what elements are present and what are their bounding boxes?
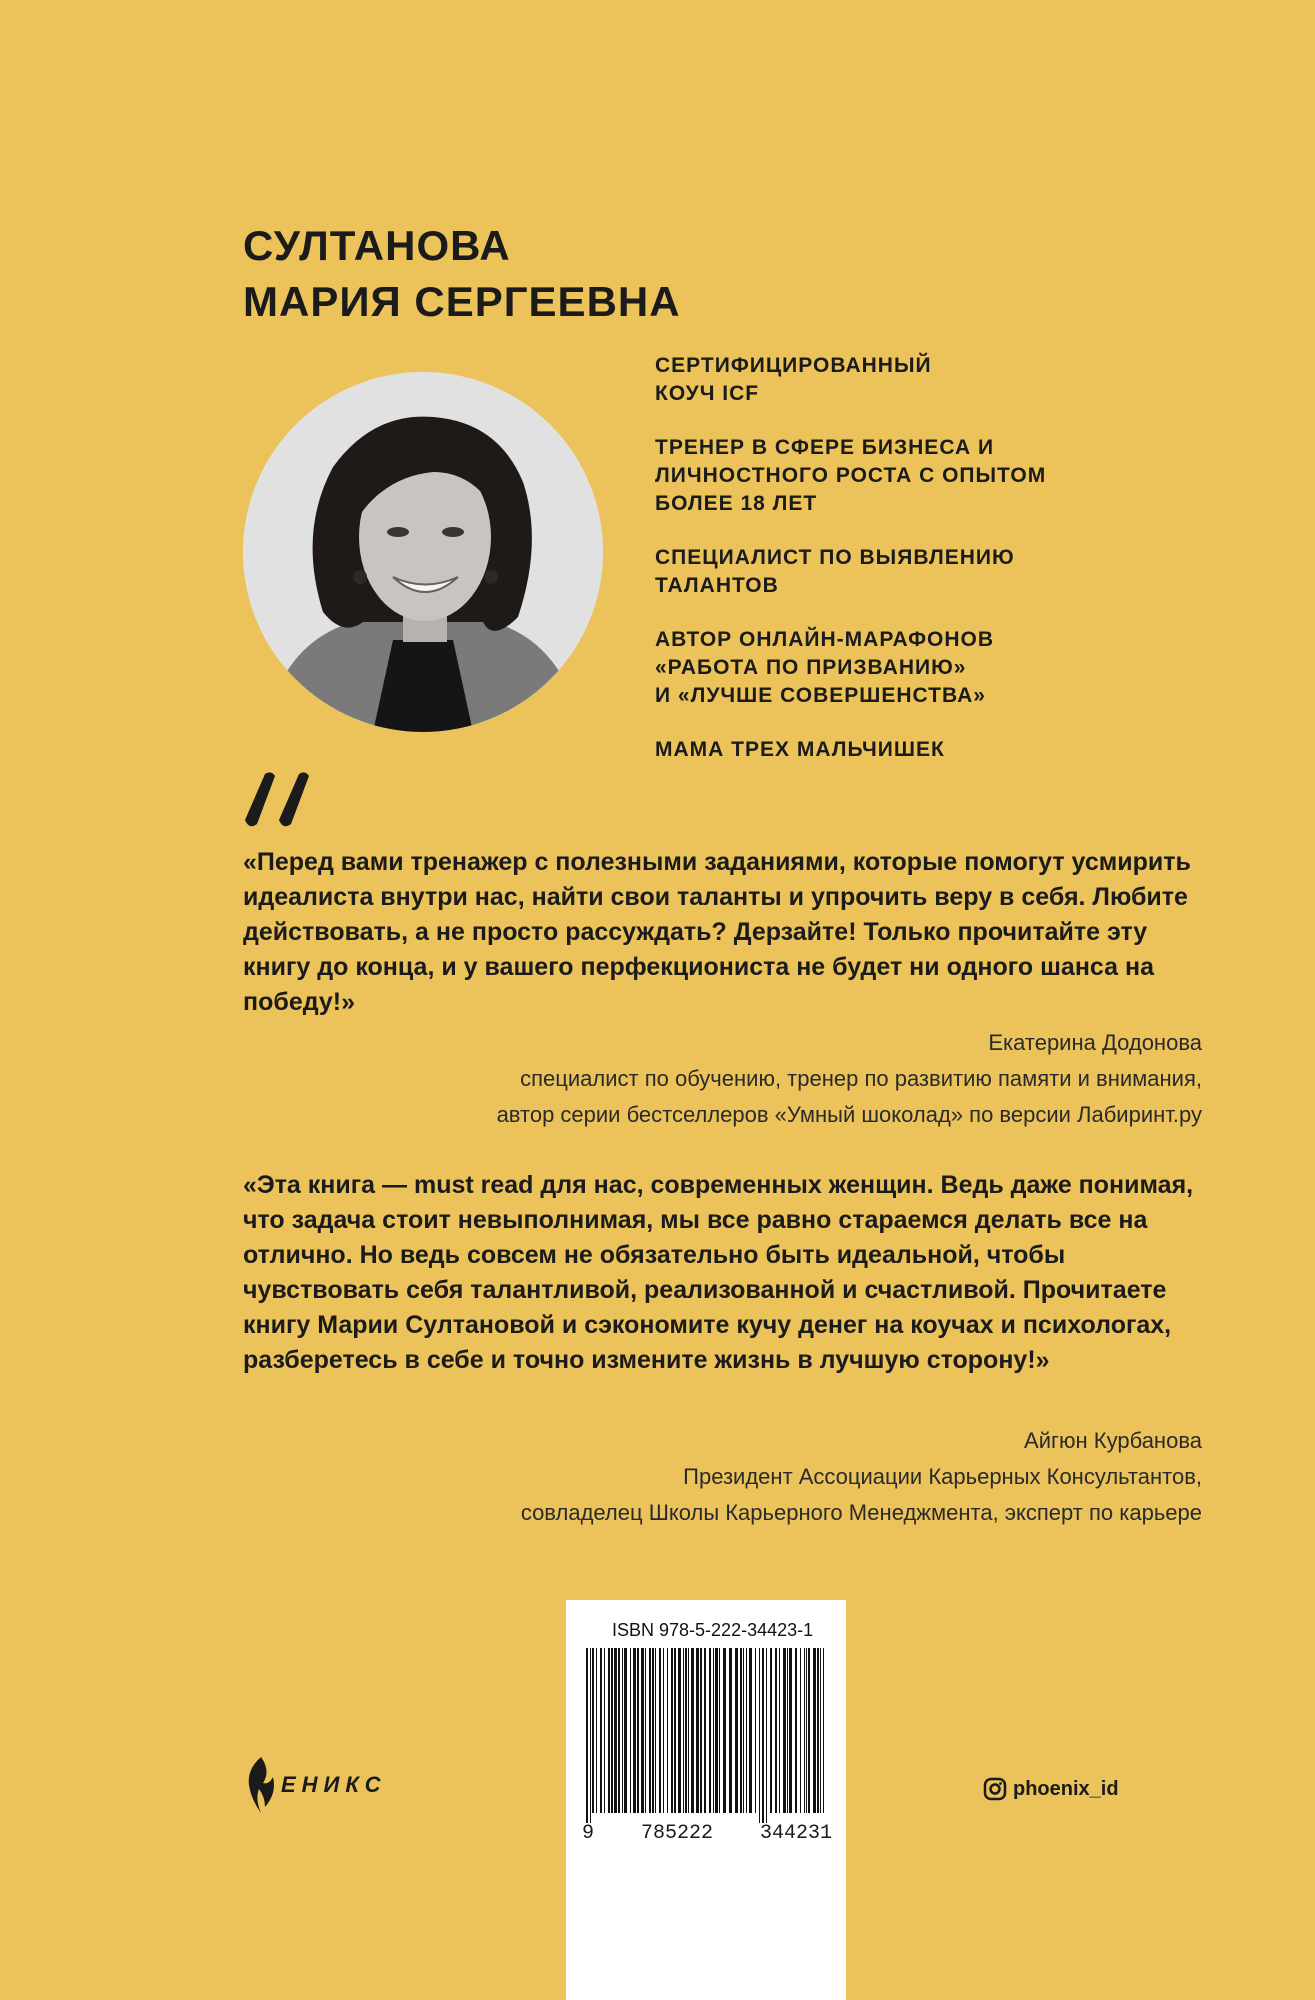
bio-item: ТРЕНЕР В СФЕРЕ БИЗНЕСА И ЛИЧНОСТНОГО РОСТА С ОПЫТОМ БОЛЕЕ 18 ЛЕТ [655,436,1047,515]
quote-mark-icon [243,770,323,830]
barcode-bar [674,1648,676,1813]
author-surname: СУЛТАНОВА [243,222,511,269]
barcode-bar [719,1648,720,1813]
barcode-bar [663,1648,664,1813]
barcode-bar [637,1648,639,1813]
barcode-bar [704,1648,706,1813]
barcode-bar [755,1648,756,1813]
barcode-bar [633,1648,636,1813]
barcode-bar [795,1648,797,1813]
barcode-bar [804,1648,805,1813]
barcode-bar [823,1648,824,1813]
ean-digit-group: 9 [582,1822,595,1845]
barcode-bar [696,1648,699,1813]
barcode-bar [600,1648,602,1813]
barcode-bar [652,1648,654,1813]
publisher-logo [243,1755,387,1815]
barcode-bar [611,1648,613,1813]
barcode-bar [614,1648,617,1813]
barcode-bar [766,1648,767,1823]
barcode-bar [659,1648,661,1813]
reviewer-role: совладелец Школы Карьерного Менеджмента, эксперт по карьере [520,1500,1202,1525]
barcode-bar [779,1648,780,1813]
barcode-bar [688,1648,689,1813]
barcode-bar [618,1648,620,1813]
bio-item: СПЕЦИАЛИСТ ПО ВЫЯВЛЕНИЮ ТАЛАНТОВ [655,546,1015,597]
barcode-bar [678,1648,681,1813]
barcode-bar [683,1648,684,1813]
barcode-bar [649,1648,651,1813]
barcode-bar [729,1648,732,1813]
social-handle-text: phoenix_id [1013,1777,1119,1800]
barcode-bar [709,1648,711,1813]
barcode-bar [800,1648,801,1813]
author-name [243,218,681,330]
barcode-bar [645,1648,646,1813]
barcode-bar [787,1648,788,1813]
reviewer-role: Президент Ассоциации Карьерных Консультантов, [683,1464,1202,1489]
barcode-bar [813,1648,816,1813]
barcode-bar [775,1648,777,1813]
barcode-bar [806,1648,807,1813]
barcode-bar [808,1648,810,1813]
barcode-bar [820,1648,821,1813]
bio-item: СЕРТИФИЦИРОВАННЫЙ КОУЧ ICF [655,354,932,405]
barcode-bar [641,1648,644,1813]
barcode-bar [592,1648,594,1813]
publisher-name: ЕНИКС [281,1772,387,1797]
barcode-bar [746,1648,747,1813]
instagram-icon [983,1777,1007,1801]
barcode-bar [667,1648,668,1813]
author-given-names: МАРИЯ СЕРГЕЕВНА [243,278,681,325]
barcode-bar [630,1648,631,1813]
social-handle [983,1777,1119,1801]
reviewer-role: автор серии бестселлеров «Умный шоколад» по версии Лабиринт.ру [496,1102,1202,1127]
barcode-bar [723,1648,726,1813]
barcode-panel [566,1600,846,2000]
barcode-bar [762,1648,764,1823]
review-attribution [497,1025,1202,1133]
barcode-bar [713,1648,714,1813]
barcode-bar [655,1648,656,1813]
review-quote: «Эта книга — must read для нас, современных женщин. Ведь даже понимая, что задача стоит невыполнимая, мы все равно стараемся делать все на отлично. Но ведь совсем не обязательно быть идеальной, чтобы чувствовать себя талантливой, реализованной и счастливой. Прочитаете книгу Марии Султановой и сэкономите кучу денег на коучах и психологах, разберетесь в себе и точно измените жизнь в лучшую сторону!» [243,1171,1194,1374]
bio-item: АВТОР ОНЛАЙН-МАРАФОНОВ «РАБОТА ПО ПРИЗВАНИЮ» И «ЛУЧШЕ СОВЕРШЕНСТВА» [655,628,995,707]
bio-item: МАМА ТРЕХ МАЛЬЧИШЕК [655,738,945,761]
reviewer-name: Айгюн Курбанова [1024,1428,1202,1453]
ean-digits [582,1822,832,1845]
barcode-bar [596,1648,597,1813]
barcode-bar [817,1648,819,1813]
barcode-bar [749,1648,752,1813]
reviewer-role: специалист по обучению, тренер по развитию памяти и внимания, [520,1066,1202,1091]
barcode-bar [624,1648,627,1813]
barcode-bar [789,1648,792,1813]
author-bio [655,352,1215,790]
barcode-bar [715,1648,718,1813]
barcode-bar [586,1648,588,1823]
ean-digit-group: 344231 [759,1822,832,1845]
flame-icon [243,1755,279,1815]
ean-digit-group: 785222 [640,1822,713,1845]
barcode-bar [770,1648,772,1813]
review-attribution [521,1423,1202,1531]
barcode-bar [783,1648,786,1813]
barcode-bar [743,1648,744,1813]
reviewer-name: Екатерина Додонова [988,1030,1202,1055]
author-portrait [243,372,603,732]
barcode-bar [700,1648,702,1813]
barcode-bar [759,1648,760,1823]
barcode-bar [735,1648,738,1813]
barcode-bar [685,1648,687,1813]
barcode-bar [604,1648,605,1813]
barcode-bar [608,1648,610,1813]
barcode-bar [691,1648,694,1813]
review-quote: «Перед вами тренажер с полезными заданиями, которые помогут усмирить идеалиста внутри нас, найти свои таланты и упрочить веру в себя. Любите действовать, а не просто рассуждать? Дерзайте! Только прочитайте эту книгу до конца, и у вашего перфекциониста не будет ни одного шанса на победу!» [243,848,1191,1016]
barcode-bar [622,1648,623,1813]
isbn-label: ISBN 978-5-222-34423-1 [612,1620,814,1640]
barcode-bar [740,1648,742,1813]
barcode-bar [590,1648,591,1823]
barcode-icon [582,1648,832,1823]
barcode-bar [671,1648,673,1813]
